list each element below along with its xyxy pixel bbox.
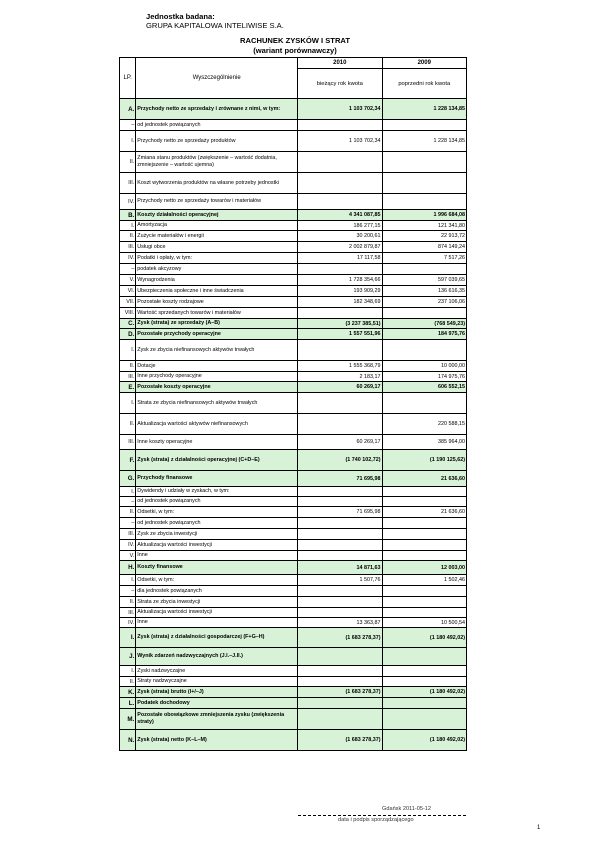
row-value-current bbox=[298, 518, 382, 529]
table-row bbox=[120, 340, 467, 361]
row-description: Aktualizacja wartości aktywów niefinansowych bbox=[136, 414, 298, 435]
col-header-lp: LP. bbox=[120, 58, 136, 99]
row-lp: II. bbox=[120, 231, 136, 242]
table-row bbox=[120, 221, 467, 231]
row-value-current: 71 695,98 bbox=[298, 471, 382, 487]
row-lp: N. bbox=[120, 730, 136, 751]
table-body bbox=[120, 99, 467, 751]
row-lp: F. bbox=[120, 450, 136, 471]
table-row bbox=[120, 677, 467, 687]
row-description: od jednostek powiązanych bbox=[136, 120, 298, 131]
row-value-previous bbox=[382, 120, 466, 131]
row-value-current: 1 103 702,34 bbox=[298, 131, 382, 152]
row-description: Dotacje bbox=[136, 361, 298, 372]
row-value-previous: 874 149,24 bbox=[382, 242, 466, 253]
row-value-current: 60 269,17 bbox=[298, 382, 382, 393]
row-lp: B. bbox=[120, 210, 136, 221]
row-value-previous: 1 502,46 bbox=[382, 575, 466, 586]
table-row bbox=[120, 698, 467, 709]
row-value-current: 1 507,76 bbox=[298, 575, 382, 586]
row-value-previous bbox=[382, 648, 466, 666]
row-description: Wartość sprzedanych towarów i materiałów bbox=[136, 308, 298, 319]
row-description: Przychody netto ze sprzedaży towarów i materiałów bbox=[136, 194, 298, 210]
row-value-current bbox=[298, 551, 382, 561]
table-row bbox=[120, 628, 467, 648]
table-row bbox=[120, 666, 467, 677]
row-lp: VI. bbox=[120, 286, 136, 297]
row-lp: IV. bbox=[120, 194, 136, 210]
table-row bbox=[120, 264, 467, 275]
row-value-previous bbox=[382, 308, 466, 319]
row-value-previous: 136 616,35 bbox=[382, 286, 466, 297]
row-value-previous bbox=[382, 497, 466, 507]
row-value-current: 182 348,69 bbox=[298, 297, 382, 308]
row-lp: M. bbox=[120, 709, 136, 730]
row-value-previous: 1 996 684,08 bbox=[382, 210, 466, 221]
row-description: Zysk (strata) netto (K–L–M) bbox=[136, 730, 298, 751]
row-value-current bbox=[298, 677, 382, 687]
row-value-previous bbox=[382, 677, 466, 687]
row-description: od jednostek powiązanych bbox=[136, 518, 298, 529]
row-value-previous bbox=[382, 540, 466, 551]
row-description: Wynagrodzenia bbox=[136, 275, 298, 286]
row-description: Koszt wytworzenia produktów na własne potrzeby jednostki bbox=[136, 173, 298, 194]
document-title: RACHUNEK ZYSKÓW I STRAT bbox=[240, 36, 350, 45]
row-description: Zysk ze zbycia inwestycji bbox=[136, 529, 298, 540]
row-value-previous bbox=[382, 340, 466, 361]
table-row bbox=[120, 450, 467, 471]
row-value-current: (1 683 278,37) bbox=[298, 687, 382, 698]
row-value-previous: 1 228 134,85 bbox=[382, 131, 466, 152]
table-row bbox=[120, 575, 467, 586]
row-value-previous: 237 106,06 bbox=[382, 297, 466, 308]
row-value-current bbox=[298, 597, 382, 608]
row-value-current bbox=[298, 173, 382, 194]
row-value-previous bbox=[382, 586, 466, 597]
row-value-previous: 184 975,76 bbox=[382, 329, 466, 340]
row-value-current bbox=[298, 540, 382, 551]
row-value-previous bbox=[382, 698, 466, 709]
table-row bbox=[120, 120, 467, 131]
table-row bbox=[120, 586, 467, 597]
row-value-previous: (1 190 125,62) bbox=[382, 450, 466, 471]
row-value-previous: (1 180 492,02) bbox=[382, 628, 466, 648]
row-description: Inne przychody operacyjne bbox=[136, 372, 298, 382]
row-description: Amortyzacja bbox=[136, 221, 298, 231]
row-value-previous: 21 636,60 bbox=[382, 471, 466, 487]
row-description: Odsetki, w tym: bbox=[136, 507, 298, 518]
table-row bbox=[120, 173, 467, 194]
row-lp: VIII. bbox=[120, 308, 136, 319]
table-row bbox=[120, 648, 467, 666]
row-lp: – bbox=[120, 264, 136, 275]
row-lp: II. bbox=[120, 152, 136, 173]
row-value-previous bbox=[382, 666, 466, 677]
row-value-previous: 10 000,00 bbox=[382, 361, 466, 372]
row-lp: IV. bbox=[120, 618, 136, 628]
row-value-current: 193 909,29 bbox=[298, 286, 382, 297]
row-description: Zmiana stanu produktów (zwiększenie – wartość dodatnia, zmniejszenie – wartość ujemna) bbox=[136, 152, 298, 173]
row-description: Pozostałe przychody operacyjne bbox=[136, 329, 298, 340]
row-description: Aktualizacja wartości inwestycji bbox=[136, 608, 298, 618]
row-value-current bbox=[298, 608, 382, 618]
row-value-current: 13 363,87 bbox=[298, 618, 382, 628]
row-value-previous bbox=[382, 152, 466, 173]
row-lp: VII. bbox=[120, 297, 136, 308]
row-lp: I. bbox=[120, 340, 136, 361]
row-lp: K. bbox=[120, 687, 136, 698]
row-lp: II. bbox=[120, 507, 136, 518]
row-value-current: 30 200,61 bbox=[298, 231, 382, 242]
signature-label: data i podpis sporządzającego bbox=[338, 817, 414, 823]
row-lp: I. bbox=[120, 131, 136, 152]
row-value-current: (1 740 102,72) bbox=[298, 450, 382, 471]
row-description: Zysk ze zbycia niefinansowych aktywów trwałych bbox=[136, 340, 298, 361]
row-value-current: 2 002 879,87 bbox=[298, 242, 382, 253]
row-value-current bbox=[298, 586, 382, 597]
row-lp: – bbox=[120, 586, 136, 597]
row-value-previous bbox=[382, 709, 466, 730]
row-value-previous: 7 517,26 bbox=[382, 253, 466, 264]
row-value-current: 4 341 087,85 bbox=[298, 210, 382, 221]
row-lp: III. bbox=[120, 242, 136, 253]
table-row bbox=[120, 131, 467, 152]
row-lp: I. bbox=[120, 666, 136, 677]
row-description: Zużycie materiałów i energii bbox=[136, 231, 298, 242]
row-description: Strata ze zbycia inwestycji bbox=[136, 597, 298, 608]
row-description: Usługi obce bbox=[136, 242, 298, 253]
row-value-current: 2 183,17 bbox=[298, 372, 382, 382]
row-description: Koszty finansowe bbox=[136, 561, 298, 575]
row-lp: V. bbox=[120, 551, 136, 561]
row-lp: II. bbox=[120, 597, 136, 608]
table-row bbox=[120, 393, 467, 414]
row-description: Dywidendy i udziały w zyskach, w tym: bbox=[136, 487, 298, 497]
row-description: Aktualizacja wartości inwestycji bbox=[136, 540, 298, 551]
row-value-previous: 10 500,54 bbox=[382, 618, 466, 628]
row-description: Straty nadzwyczajne bbox=[136, 677, 298, 687]
row-value-previous bbox=[382, 393, 466, 414]
row-description: Koszty działalności operacyjnej bbox=[136, 210, 298, 221]
table-row bbox=[120, 319, 467, 329]
row-description: podatek akcyzowy bbox=[136, 264, 298, 275]
table-row bbox=[120, 435, 467, 450]
table-row bbox=[120, 275, 467, 286]
row-description: Przychody netto ze sprzedaży produktów bbox=[136, 131, 298, 152]
table-row bbox=[120, 231, 467, 242]
table-row bbox=[120, 152, 467, 173]
table-row bbox=[120, 242, 467, 253]
row-description: dla jednostek powiązanych bbox=[136, 586, 298, 597]
row-lp: E. bbox=[120, 382, 136, 393]
row-lp: I. bbox=[120, 575, 136, 586]
entity-label: Jednostka badana: bbox=[146, 12, 215, 21]
row-description: Strata ze zbycia niefinansowych aktywów trwałych bbox=[136, 393, 298, 414]
col-header-previous: poprzedni rok kwota bbox=[382, 69, 466, 99]
table-row bbox=[120, 210, 467, 221]
row-value-previous bbox=[382, 194, 466, 210]
row-description: Pozostałe koszty rodzajowe bbox=[136, 297, 298, 308]
row-value-current bbox=[298, 497, 382, 507]
row-description: Przychody netto ze sprzedaży i zrównane z nimi, w tym: bbox=[136, 99, 298, 120]
row-lp: III. bbox=[120, 608, 136, 618]
table-row bbox=[120, 414, 467, 435]
row-description: Zysk (strata) z działalności gospodarczej (F+G–H) bbox=[136, 628, 298, 648]
row-value-previous bbox=[382, 173, 466, 194]
row-lp: II. bbox=[120, 361, 136, 372]
table-row bbox=[120, 618, 467, 628]
row-value-current: 186 277,15 bbox=[298, 221, 382, 231]
row-value-previous: 12 003,00 bbox=[382, 561, 466, 575]
row-lp: III. bbox=[120, 372, 136, 382]
table-row bbox=[120, 286, 467, 297]
row-value-previous: (1 180 492,02) bbox=[382, 730, 466, 751]
row-value-current bbox=[298, 487, 382, 497]
row-description: Zysk (strata) ze sprzedaży (A–B) bbox=[136, 319, 298, 329]
row-value-current bbox=[298, 152, 382, 173]
row-lp: J. bbox=[120, 648, 136, 666]
row-value-current bbox=[298, 308, 382, 319]
table-row bbox=[120, 372, 467, 382]
row-value-previous: 220 588,15 bbox=[382, 414, 466, 435]
row-description: Pozostałe koszty operacyjne bbox=[136, 382, 298, 393]
row-lp: L. bbox=[120, 698, 136, 709]
col-header-year-previous: 2009 bbox=[382, 58, 466, 69]
table-row bbox=[120, 597, 467, 608]
document-subtitle: (wariant porównawczy) bbox=[253, 46, 337, 55]
table-row bbox=[120, 540, 467, 551]
row-lp: II. bbox=[120, 677, 136, 687]
table-row bbox=[120, 99, 467, 120]
row-lp: A. bbox=[120, 99, 136, 120]
table-row bbox=[120, 730, 467, 751]
row-value-current bbox=[298, 529, 382, 540]
row-value-previous: 22 913,72 bbox=[382, 231, 466, 242]
row-description: Przychody finansowe bbox=[136, 471, 298, 487]
row-lp: III. bbox=[120, 435, 136, 450]
row-value-previous: (1 180 492,02) bbox=[382, 687, 466, 698]
table-row bbox=[120, 471, 467, 487]
table-row bbox=[120, 518, 467, 529]
row-lp: I. bbox=[120, 393, 136, 414]
row-value-current bbox=[298, 666, 382, 677]
row-value-previous: (768 549,23) bbox=[382, 319, 466, 329]
row-lp: – bbox=[120, 518, 136, 529]
row-value-previous bbox=[382, 608, 466, 618]
row-description: Pozostałe obowiązkowe zmniejszenia zysku (zwiększenia straty) bbox=[136, 709, 298, 730]
table-row bbox=[120, 507, 467, 518]
table-row bbox=[120, 253, 467, 264]
row-value-previous: 21 636,60 bbox=[382, 507, 466, 518]
table-row bbox=[120, 497, 467, 507]
table-row bbox=[120, 194, 467, 210]
row-lp: – bbox=[120, 497, 136, 507]
row-description: Zysk (strata) brutto (I+/–J) bbox=[136, 687, 298, 698]
row-value-current: 1 728 354,66 bbox=[298, 275, 382, 286]
row-lp: C. bbox=[120, 319, 136, 329]
table-row bbox=[120, 382, 467, 393]
row-description: Ubezpieczenia społeczne i inne świadczenia bbox=[136, 286, 298, 297]
row-value-current bbox=[298, 194, 382, 210]
row-lp: V. bbox=[120, 275, 136, 286]
income-statement-table bbox=[119, 57, 467, 751]
signature-line bbox=[298, 815, 466, 816]
row-description: od jednostek powiązanych bbox=[136, 497, 298, 507]
row-lp: III. bbox=[120, 173, 136, 194]
table-row bbox=[120, 361, 467, 372]
col-header-desc: Wyszczególnienie bbox=[136, 58, 298, 99]
table-row bbox=[120, 709, 467, 730]
page-number: 1 bbox=[537, 825, 541, 831]
row-value-previous: 121 341,80 bbox=[382, 221, 466, 231]
row-description: Podatek dochodowy bbox=[136, 698, 298, 709]
table-row bbox=[120, 297, 467, 308]
row-value-current: 60 269,17 bbox=[298, 435, 382, 450]
row-value-previous: 597 039,65 bbox=[382, 275, 466, 286]
table-row bbox=[120, 329, 467, 340]
table-row bbox=[120, 487, 467, 497]
row-lp: H. bbox=[120, 561, 136, 575]
row-value-current: (3 237 385,51) bbox=[298, 319, 382, 329]
row-value-previous: 1 228 134,85 bbox=[382, 99, 466, 120]
row-value-current bbox=[298, 698, 382, 709]
row-description: Zyski nadzwyczajne bbox=[136, 666, 298, 677]
row-value-current bbox=[298, 709, 382, 730]
row-lp: I. bbox=[120, 221, 136, 231]
row-description: Podatki i opłaty, w tym: bbox=[136, 253, 298, 264]
row-value-current: (1 683 278,37) bbox=[298, 730, 382, 751]
table-row bbox=[120, 608, 467, 618]
row-value-previous bbox=[382, 597, 466, 608]
row-description: Inne koszty operacyjne bbox=[136, 435, 298, 450]
row-lp: I. bbox=[120, 628, 136, 648]
row-description: Zysk (strata) z działalności operacyjnej (C+D–E) bbox=[136, 450, 298, 471]
row-lp: D. bbox=[120, 329, 136, 340]
row-value-previous bbox=[382, 529, 466, 540]
footer-date: Gdańsk 2011-05-12 bbox=[382, 806, 432, 812]
row-value-current: 1 555 368,79 bbox=[298, 361, 382, 372]
row-description: Inne bbox=[136, 618, 298, 628]
row-value-current bbox=[298, 120, 382, 131]
row-description: Inne bbox=[136, 551, 298, 561]
row-lp: II. bbox=[120, 414, 136, 435]
row-lp: IV. bbox=[120, 540, 136, 551]
row-value-current: 1 557 551,96 bbox=[298, 329, 382, 340]
row-value-previous: 174 975,76 bbox=[382, 372, 466, 382]
row-description: Wynik zdarzeń nadzwyczajnych (J.I.–J.II.) bbox=[136, 648, 298, 666]
row-value-current bbox=[298, 264, 382, 275]
table-row bbox=[120, 529, 467, 540]
row-value-previous bbox=[382, 551, 466, 561]
row-value-current bbox=[298, 340, 382, 361]
row-lp: G. bbox=[120, 471, 136, 487]
header-block bbox=[146, 12, 284, 30]
row-value-previous bbox=[382, 264, 466, 275]
row-value-previous bbox=[382, 518, 466, 529]
table-row bbox=[120, 687, 467, 698]
row-lp: IV. bbox=[120, 253, 136, 264]
row-value-current: 17 117,58 bbox=[298, 253, 382, 264]
entity-name: GRUPA KAPITALOWA INTELIWISE S.A. bbox=[146, 21, 284, 30]
row-value-previous bbox=[382, 487, 466, 497]
row-lp: III. bbox=[120, 529, 136, 540]
row-lp: – bbox=[120, 120, 136, 131]
row-lp: I. bbox=[120, 487, 136, 497]
table-row bbox=[120, 561, 467, 575]
row-value-current bbox=[298, 414, 382, 435]
col-header-year-current: 2010 bbox=[298, 58, 382, 69]
table-row bbox=[120, 308, 467, 319]
row-value-previous: 606 552,15 bbox=[382, 382, 466, 393]
row-value-current: (1 683 278,37) bbox=[298, 628, 382, 648]
col-header-current: bieżący rok kwota bbox=[298, 69, 382, 99]
row-value-current: 1 103 702,34 bbox=[298, 99, 382, 120]
row-value-previous: 385 964,00 bbox=[382, 435, 466, 450]
row-value-current: 71 695,98 bbox=[298, 507, 382, 518]
row-value-current: 14 871,63 bbox=[298, 561, 382, 575]
row-description: Odsetki, w tym: bbox=[136, 575, 298, 586]
row-value-current bbox=[298, 648, 382, 666]
row-value-current bbox=[298, 393, 382, 414]
table-row bbox=[120, 551, 467, 561]
